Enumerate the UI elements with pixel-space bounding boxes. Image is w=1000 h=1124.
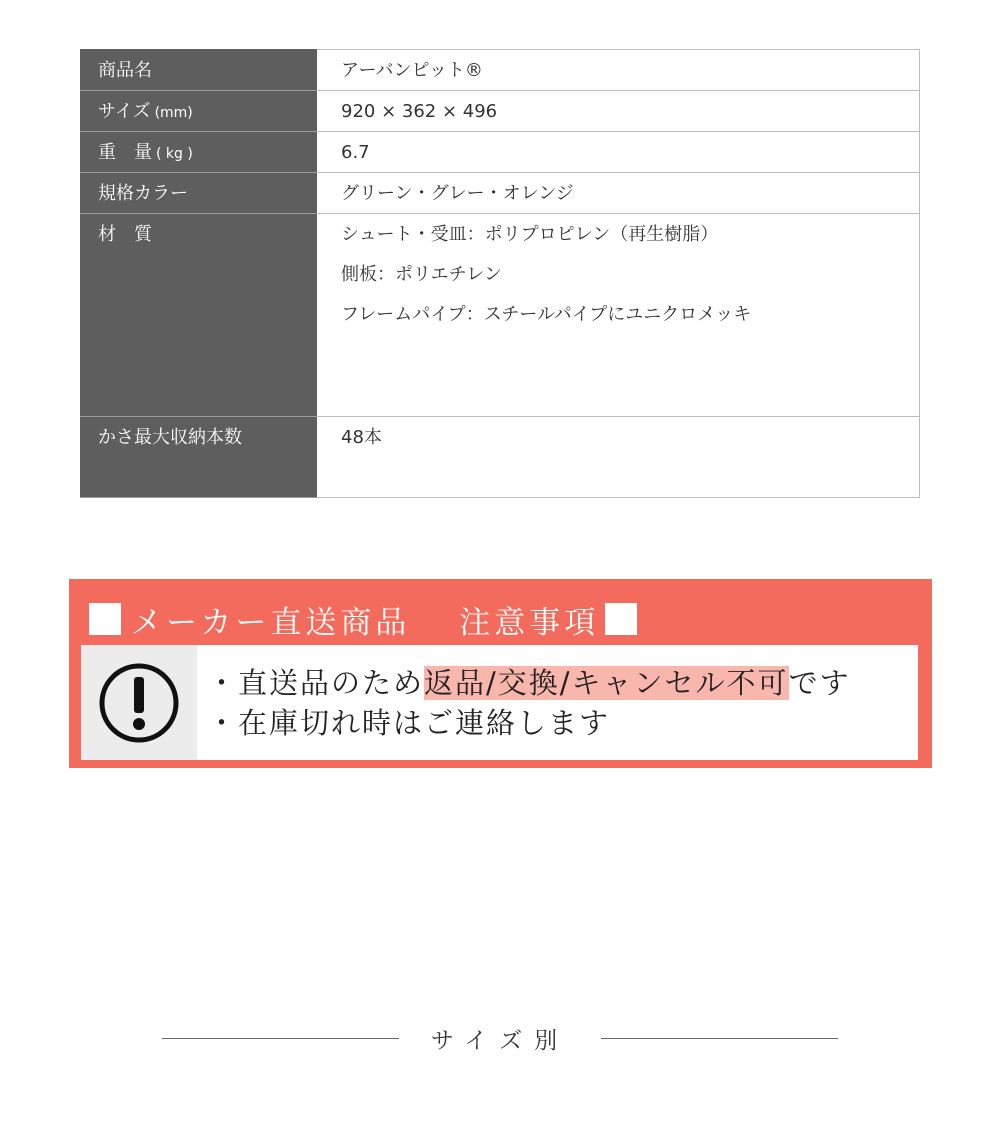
square-bullet-icon (89, 603, 121, 635)
size-heading-text: サイズ別 (430, 1027, 570, 1054)
spec-table (80, 49, 920, 498)
square-bullet-icon (605, 603, 637, 635)
divider (162, 1038, 399, 1039)
table-row (81, 214, 920, 417)
table-row (81, 417, 920, 498)
notice-panel (69, 579, 932, 768)
spec-label: サイズ (mm) (81, 91, 317, 132)
exclamation-circle-icon (81, 645, 197, 760)
spec-label: 商品名 (81, 50, 317, 91)
table-row (81, 173, 920, 214)
spec-label: 重 量 ( kg ) (81, 132, 317, 173)
divider (601, 1038, 838, 1039)
table-row (81, 132, 920, 173)
spec-value: 6.7 (317, 132, 920, 173)
notice-line: ・在庫切れ時はご連絡します (207, 706, 611, 740)
spec-value (317, 214, 920, 417)
spec-value-line: 側板：ポリエチレン (341, 264, 502, 285)
spec-value-line: フレームパイプ：スチールパイプにユニクロメッキ (341, 304, 752, 325)
spec-label: 規格カラー (81, 173, 317, 214)
notice-body (81, 645, 918, 760)
table-row (81, 50, 920, 91)
notice-title-text: メーカー直送商品 注意事項 (131, 604, 600, 641)
notice-line: ・直送品のため返品/交換/キャンセル不可です (207, 666, 851, 700)
spec-value: 920 × 362 × 496 (317, 91, 920, 132)
spec-unit: ( kg ) (156, 146, 193, 162)
spec-value: 48本 (317, 417, 920, 498)
spec-unit: (mm) (154, 105, 193, 121)
table-row (81, 91, 920, 132)
spec-label: 材 質 (81, 214, 317, 417)
spec-value-line: シュート・受皿：ポリプロピレン（再生樹脂） (341, 224, 719, 245)
highlight-text: 返品/交換/キャンセル不可 (424, 666, 789, 700)
spec-label: かさ最大収納本数 (81, 417, 317, 498)
notice-lines (207, 663, 851, 743)
size-section-heading (162, 1020, 838, 1056)
spec-value: アーバンピット® (317, 50, 920, 91)
notice-title (89, 599, 637, 639)
spec-value: グリーン・グレー・オレンジ (317, 173, 920, 214)
